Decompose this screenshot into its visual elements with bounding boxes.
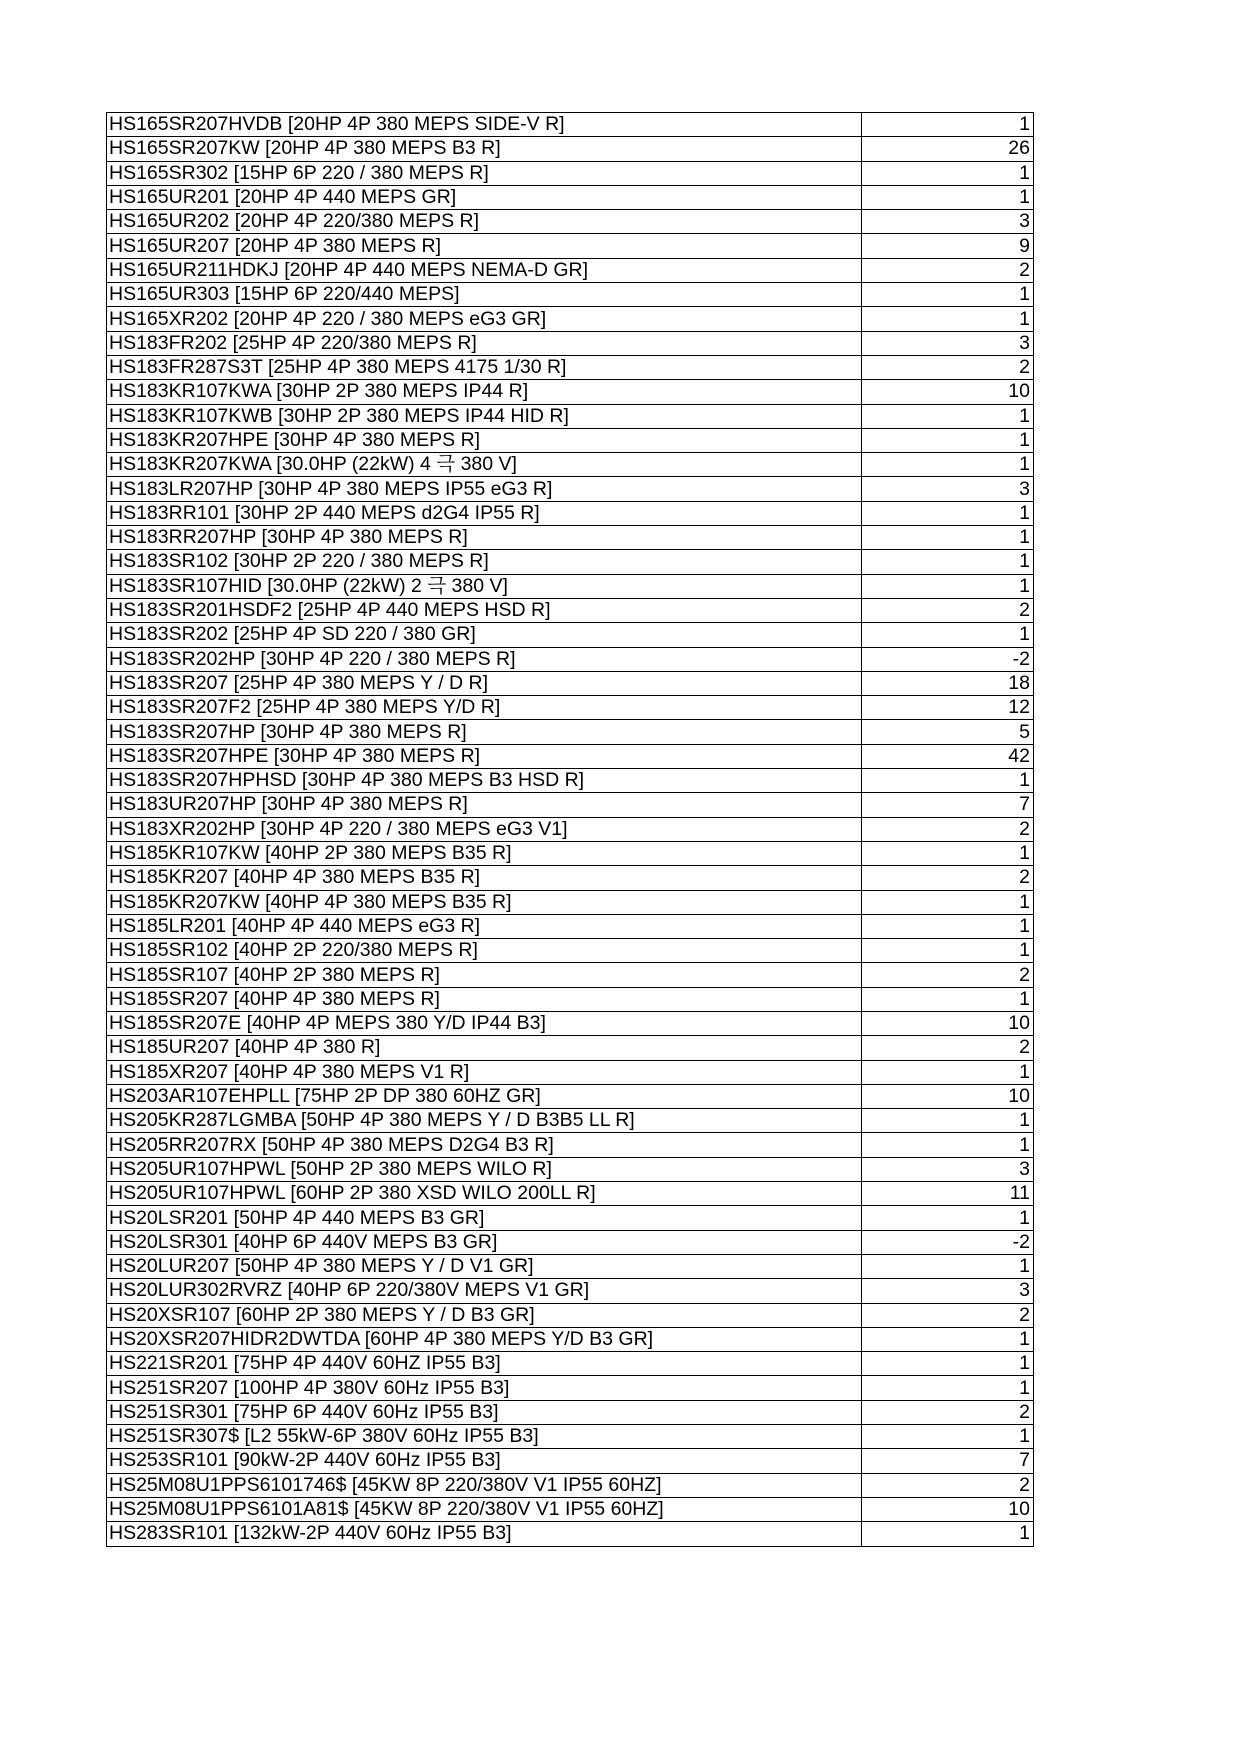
table-row <box>107 1084 1034 1108</box>
item-description-cell: HS20LUR302RVRZ [40HP 6P 220/380V MEPS V1 GR] <box>107 1279 862 1303</box>
item-description-cell: HS165UR211HDKJ [20HP 4P 440 MEPS NEMA-D GR] <box>107 258 862 282</box>
item-quantity-cell: 1 <box>862 841 1034 865</box>
item-quantity-cell: 1 <box>862 404 1034 428</box>
item-quantity-cell: 1 <box>862 939 1034 963</box>
item-quantity-cell: 1 <box>862 501 1034 525</box>
table-row <box>107 1206 1034 1230</box>
table-row <box>107 453 1034 477</box>
item-quantity-cell: 42 <box>862 744 1034 768</box>
inventory-rows <box>107 113 1034 1547</box>
item-quantity-cell: -2 <box>862 1230 1034 1254</box>
table-row <box>107 283 1034 307</box>
table-row <box>107 331 1034 355</box>
item-quantity-cell: 1 <box>862 623 1034 647</box>
table-row <box>107 1497 1034 1521</box>
table-row <box>107 380 1034 404</box>
item-quantity-cell: 1 <box>862 526 1034 550</box>
item-quantity-cell: 18 <box>862 671 1034 695</box>
table-row <box>107 574 1034 598</box>
table-row <box>107 137 1034 161</box>
item-description-cell: HS185SR107 [40HP 2P 380 MEPS R] <box>107 963 862 987</box>
table-row <box>107 1230 1034 1254</box>
table-row <box>107 404 1034 428</box>
item-description-cell: HS185KR207 [40HP 4P 380 MEPS B35 R] <box>107 866 862 890</box>
item-quantity-cell: 9 <box>862 234 1034 258</box>
item-quantity-cell: 5 <box>862 720 1034 744</box>
item-description-cell: HS165SR302 [15HP 6P 220 / 380 MEPS R] <box>107 161 862 185</box>
item-description-cell: HS251SR307$ [L2 55kW-6P 380V 60Hz IP55 B3] <box>107 1425 862 1449</box>
item-quantity-cell: 2 <box>862 1303 1034 1327</box>
item-description-cell: HS183UR207HP [30HP 4P 380 MEPS R] <box>107 793 862 817</box>
item-quantity-cell: 3 <box>862 331 1034 355</box>
item-quantity-cell: 7 <box>862 793 1034 817</box>
table-row <box>107 1327 1034 1351</box>
item-description-cell: HS253SR101 [90kW-2P 440V 60Hz IP55 B3] <box>107 1449 862 1473</box>
table-row <box>107 939 1034 963</box>
item-description-cell: HS183RR207HP [30HP 4P 380 MEPS R] <box>107 526 862 550</box>
item-quantity-cell: 26 <box>862 137 1034 161</box>
item-quantity-cell: -2 <box>862 647 1034 671</box>
table-row <box>107 428 1034 452</box>
table-row <box>107 210 1034 234</box>
table-row <box>107 890 1034 914</box>
item-quantity-cell: 3 <box>862 210 1034 234</box>
table-row <box>107 1060 1034 1084</box>
table-row <box>107 1449 1034 1473</box>
item-quantity-cell: 3 <box>862 1157 1034 1181</box>
item-quantity-cell: 1 <box>862 1206 1034 1230</box>
item-description-cell: HS185UR207 [40HP 4P 380 R] <box>107 1036 862 1060</box>
item-description-cell: HS205KR287LGMBA [50HP 4P 380 MEPS Y / D B3B5 LL R] <box>107 1109 862 1133</box>
table-row <box>107 987 1034 1011</box>
item-quantity-cell: 1 <box>862 161 1034 185</box>
item-quantity-cell: 1 <box>862 1522 1034 1546</box>
table-row <box>107 841 1034 865</box>
table-row <box>107 1109 1034 1133</box>
item-quantity-cell: 1 <box>862 1133 1034 1157</box>
item-description-cell: HS183SR202 [25HP 4P SD 220 / 380 GR] <box>107 623 862 647</box>
item-description-cell: HS183KR207KWA [30.0HP (22kW) 4 극 380 V] <box>107 453 862 477</box>
item-quantity-cell: 11 <box>862 1182 1034 1206</box>
item-description-cell: HS221SR201 [75HP 4P 440V 60HZ IP55 B3] <box>107 1352 862 1376</box>
item-description-cell: HS205UR107HPWL [60HP 2P 380 XSD WILO 200LL R] <box>107 1182 862 1206</box>
item-quantity-cell: 1 <box>862 307 1034 331</box>
table-row <box>107 355 1034 379</box>
item-quantity-cell: 7 <box>862 1449 1034 1473</box>
item-quantity-cell: 10 <box>862 1011 1034 1035</box>
table-row <box>107 1522 1034 1546</box>
item-description-cell: HS185KR107KW [40HP 2P 380 MEPS B35 R] <box>107 841 862 865</box>
table-row <box>107 161 1034 185</box>
item-quantity-cell: 1 <box>862 1352 1034 1376</box>
item-description-cell: HS165SR207KW [20HP 4P 380 MEPS B3 R] <box>107 137 862 161</box>
item-description-cell: HS203AR107EHPLL [75HP 2P DP 380 60HZ GR] <box>107 1084 862 1108</box>
item-description-cell: HS185SR102 [40HP 2P 220/380 MEPS R] <box>107 939 862 963</box>
item-description-cell: HS183SR201HSDF2 [25HP 4P 440 MEPS HSD R] <box>107 598 862 622</box>
item-description-cell: HS183SR207HPE [30HP 4P 380 MEPS R] <box>107 744 862 768</box>
table-row <box>107 234 1034 258</box>
table-row <box>107 1157 1034 1181</box>
item-quantity-cell: 1 <box>862 550 1034 574</box>
item-description-cell: HS185KR207KW [40HP 4P 380 MEPS B35 R] <box>107 890 862 914</box>
table-row <box>107 696 1034 720</box>
item-description-cell: HS183KR207HPE [30HP 4P 380 MEPS R] <box>107 428 862 452</box>
table-row <box>107 526 1034 550</box>
item-quantity-cell: 1 <box>862 1327 1034 1351</box>
item-description-cell: HS183SR102 [30HP 2P 220 / 380 MEPS R] <box>107 550 862 574</box>
item-quantity-cell: 2 <box>862 963 1034 987</box>
item-quantity-cell: 3 <box>862 477 1034 501</box>
item-description-cell: HS183SR207HP [30HP 4P 380 MEPS R] <box>107 720 862 744</box>
table-row <box>107 501 1034 525</box>
item-quantity-cell: 1 <box>862 890 1034 914</box>
item-description-cell: HS183FR287S3T [25HP 4P 380 MEPS 4175 1/30 R] <box>107 355 862 379</box>
item-quantity-cell: 2 <box>862 355 1034 379</box>
item-quantity-cell: 1 <box>862 453 1034 477</box>
item-quantity-cell: 2 <box>862 1473 1034 1497</box>
table-row <box>107 550 1034 574</box>
item-description-cell: HS20XSR207HIDR2DWTDA [60HP 4P 380 MEPS Y/D B3 GR] <box>107 1327 862 1351</box>
item-description-cell: HS165XR202 [20HP 4P 220 / 380 MEPS eG3 GR] <box>107 307 862 331</box>
table-row <box>107 793 1034 817</box>
item-description-cell: HS165UR202 [20HP 4P 220/380 MEPS R] <box>107 210 862 234</box>
item-description-cell: HS205UR107HPWL [50HP 2P 380 MEPS WILO R] <box>107 1157 862 1181</box>
item-quantity-cell: 1 <box>862 113 1034 137</box>
item-quantity-cell: 10 <box>862 1497 1034 1521</box>
item-description-cell: HS251SR301 [75HP 6P 440V 60Hz IP55 B3] <box>107 1400 862 1424</box>
item-quantity-cell: 1 <box>862 1060 1034 1084</box>
table-row <box>107 1352 1034 1376</box>
table-row <box>107 1254 1034 1278</box>
item-quantity-cell: 2 <box>862 1400 1034 1424</box>
item-description-cell: HS185LR201 [40HP 4P 440 MEPS eG3 R] <box>107 914 862 938</box>
table-row <box>107 598 1034 622</box>
item-description-cell: HS25M08U1PPS6101A81$ [45KW 8P 220/380V V1 IP55 60HZ] <box>107 1497 862 1521</box>
item-quantity-cell: 2 <box>862 1036 1034 1060</box>
table-row <box>107 720 1034 744</box>
item-quantity-cell: 1 <box>862 769 1034 793</box>
item-description-cell: HS283SR101 [132kW-2P 440V 60Hz IP55 B3] <box>107 1522 862 1546</box>
table-row <box>107 769 1034 793</box>
item-description-cell: HS183SR107HID [30.0HP (22kW) 2 극 380 V] <box>107 574 862 598</box>
item-description-cell: HS165UR303 [15HP 6P 220/440 MEPS] <box>107 283 862 307</box>
item-quantity-cell: 1 <box>862 1109 1034 1133</box>
item-quantity-cell: 3 <box>862 1279 1034 1303</box>
item-description-cell: HS165UR207 [20HP 4P 380 MEPS R] <box>107 234 862 258</box>
item-quantity-cell: 1 <box>862 283 1034 307</box>
table-row <box>107 671 1034 695</box>
table-row <box>107 1425 1034 1449</box>
item-quantity-cell: 2 <box>862 258 1034 282</box>
table-row <box>107 1279 1034 1303</box>
table-row <box>107 477 1034 501</box>
table-row <box>107 1473 1034 1497</box>
table-row <box>107 1011 1034 1035</box>
item-description-cell: HS251SR207 [100HP 4P 380V 60Hz IP55 B3] <box>107 1376 862 1400</box>
table-row <box>107 307 1034 331</box>
item-description-cell: HS20XSR107 [60HP 2P 380 MEPS Y / D B3 GR] <box>107 1303 862 1327</box>
item-quantity-cell: 10 <box>862 380 1034 404</box>
item-description-cell: HS165UR201 [20HP 4P 440 MEPS GR] <box>107 185 862 209</box>
table-row <box>107 1182 1034 1206</box>
item-quantity-cell: 1 <box>862 1254 1034 1278</box>
item-quantity-cell: 1 <box>862 574 1034 598</box>
item-description-cell: HS185SR207E [40HP 4P MEPS 380 Y/D IP44 B3] <box>107 1011 862 1035</box>
item-quantity-cell: 1 <box>862 1425 1034 1449</box>
item-description-cell: HS183FR202 [25HP 4P 220/380 MEPS R] <box>107 331 862 355</box>
item-description-cell: HS185SR207 [40HP 4P 380 MEPS R] <box>107 987 862 1011</box>
table-row <box>107 647 1034 671</box>
table-row <box>107 817 1034 841</box>
item-quantity-cell: 1 <box>862 1376 1034 1400</box>
item-description-cell: HS20LUR207 [50HP 4P 380 MEPS Y / D V1 GR] <box>107 1254 862 1278</box>
item-quantity-cell: 1 <box>862 428 1034 452</box>
table-row <box>107 1303 1034 1327</box>
item-description-cell: HS20LSR201 [50HP 4P 440 MEPS B3 GR] <box>107 1206 862 1230</box>
item-quantity-cell: 1 <box>862 914 1034 938</box>
item-description-cell: HS183KR107KWA [30HP 2P 380 MEPS IP44 R] <box>107 380 862 404</box>
table-row <box>107 744 1034 768</box>
table-row <box>107 1400 1034 1424</box>
item-description-cell: HS183KR107KWB [30HP 2P 380 MEPS IP44 HID R] <box>107 404 862 428</box>
item-description-cell: HS185XR207 [40HP 4P 380 MEPS V1 R] <box>107 1060 862 1084</box>
item-description-cell: HS183RR101 [30HP 2P 440 MEPS d2G4 IP55 R] <box>107 501 862 525</box>
item-description-cell: HS183XR202HP [30HP 4P 220 / 380 MEPS eG3 V1] <box>107 817 862 841</box>
item-description-cell: HS183SR207F2 [25HP 4P 380 MEPS Y/D R] <box>107 696 862 720</box>
item-quantity-cell: 2 <box>862 817 1034 841</box>
table-row <box>107 866 1034 890</box>
item-description-cell: HS183LR207HP [30HP 4P 380 MEPS IP55 eG3 R] <box>107 477 862 501</box>
table-row <box>107 258 1034 282</box>
table-row <box>107 1036 1034 1060</box>
item-quantity-cell: 1 <box>862 987 1034 1011</box>
item-description-cell: HS165SR207HVDB [20HP 4P 380 MEPS SIDE-V R] <box>107 113 862 137</box>
table-row <box>107 1133 1034 1157</box>
table-row <box>107 1376 1034 1400</box>
item-description-cell: HS20LSR301 [40HP 6P 440V MEPS B3 GR] <box>107 1230 862 1254</box>
table-row <box>107 623 1034 647</box>
item-description-cell: HS183SR202HP [30HP 4P 220 / 380 MEPS R] <box>107 647 862 671</box>
item-description-cell: HS183SR207 [25HP 4P 380 MEPS Y / D R] <box>107 671 862 695</box>
item-description-cell: HS25M08U1PPS6101746$ [45KW 8P 220/380V V1 IP55 60HZ] <box>107 1473 862 1497</box>
item-description-cell: HS205RR207RX [50HP 4P 380 MEPS D2G4 B3 R] <box>107 1133 862 1157</box>
table-row <box>107 963 1034 987</box>
table-row <box>107 914 1034 938</box>
item-quantity-cell: 1 <box>862 185 1034 209</box>
table-row <box>107 113 1034 137</box>
item-description-cell: HS183SR207HPHSD [30HP 4P 380 MEPS B3 HSD R] <box>107 769 862 793</box>
item-quantity-cell: 10 <box>862 1084 1034 1108</box>
item-quantity-cell: 12 <box>862 696 1034 720</box>
inventory-table <box>106 112 1034 1547</box>
item-quantity-cell: 2 <box>862 598 1034 622</box>
item-quantity-cell: 2 <box>862 866 1034 890</box>
table-row <box>107 185 1034 209</box>
